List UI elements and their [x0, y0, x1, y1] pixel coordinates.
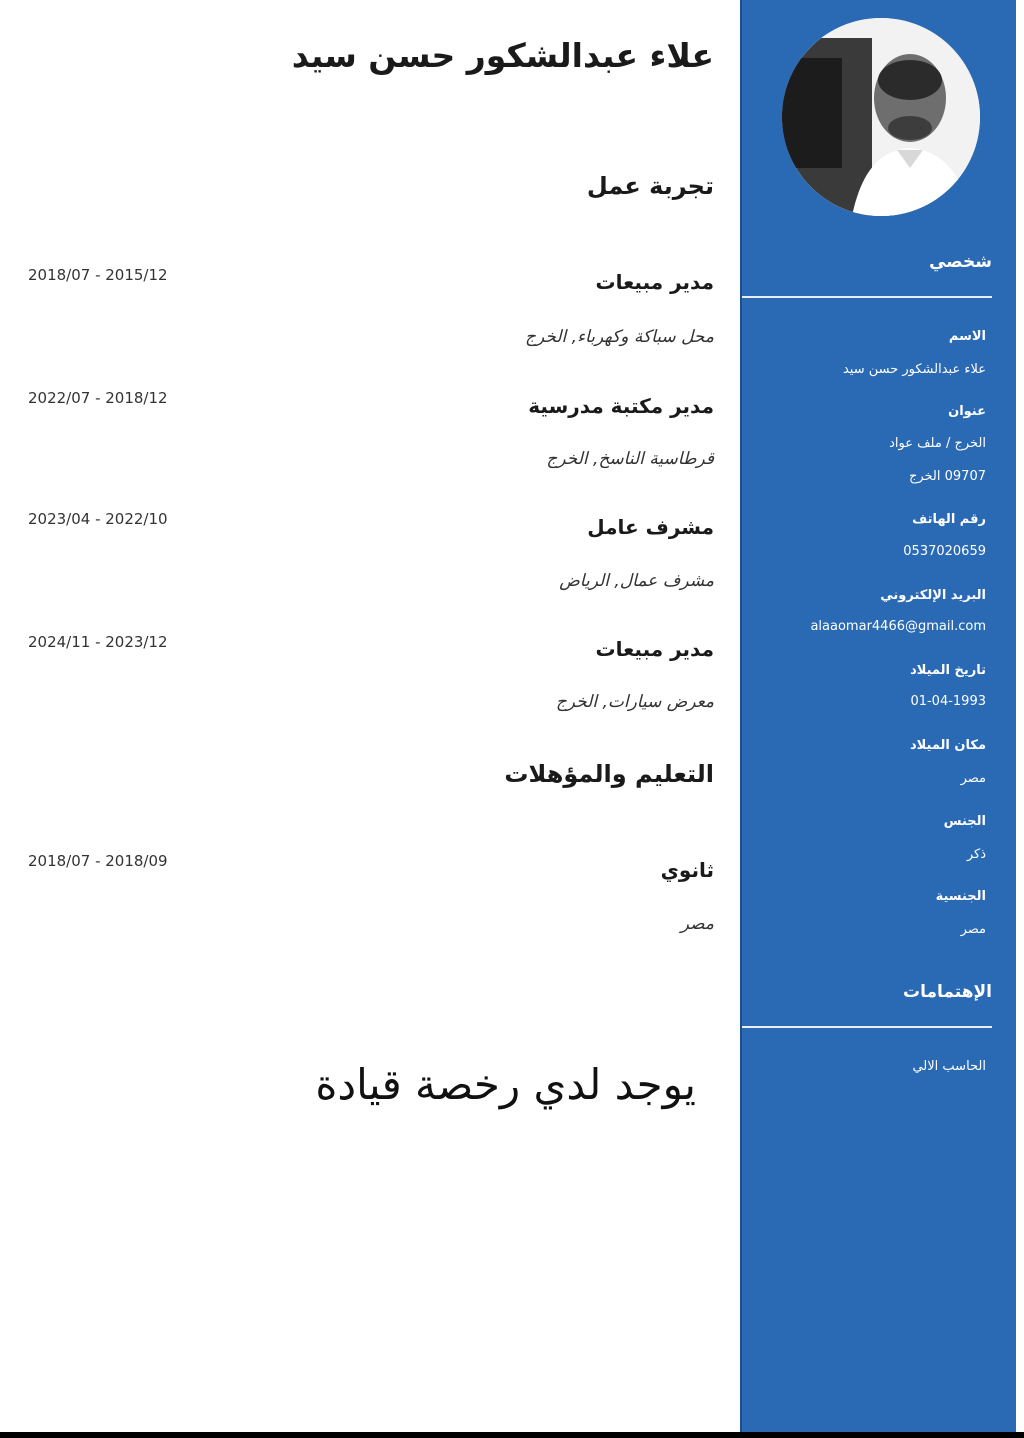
field-value-address-line2: 09707 الخرج	[908, 469, 986, 484]
field-value-nationality: مصر	[960, 922, 986, 937]
profile-photo	[782, 18, 980, 216]
field-value-address-line1: الخرج / ملف عواد	[889, 436, 986, 451]
job-dates: 2022/07 - 2018/12	[28, 389, 168, 407]
job-title: مشرف عامل	[587, 515, 714, 539]
field-value-email: alaaomar4466@gmail.com	[810, 619, 986, 634]
education-title: ثانوي	[660, 858, 714, 882]
job-place: محل سباكة وكهرباء, الخرج	[525, 327, 714, 347]
field-label-gender: الجنس	[943, 814, 986, 829]
personal-heading: شخصي	[929, 252, 992, 272]
job-title: مدير مكتبة مدرسية	[528, 394, 714, 418]
person-name-title: علاء عبدالشكور حسن سيد	[291, 36, 714, 75]
field-label-name: الاسم	[948, 329, 986, 344]
job-place: معرض سيارات, الخرج	[555, 692, 714, 712]
education-section-title: التعليم والمؤهلات	[504, 760, 714, 788]
field-label-email: البريد الإلكتروني	[880, 588, 986, 603]
field-value-name: علاء عبدالشكور حسن سيد	[842, 362, 986, 377]
field-label-birthplace: مكان الميلاد	[909, 738, 986, 753]
field-label-nationality: الجنسية	[935, 889, 986, 904]
field-label-address: عنوان	[948, 404, 986, 419]
interests-divider	[742, 1026, 992, 1028]
bottom-edge	[0, 1432, 1024, 1438]
education-place: مصر	[680, 914, 714, 934]
driving-license-note: يوجد لدي رخصة قيادة	[315, 1060, 696, 1109]
personal-sidebar	[740, 0, 1016, 1432]
field-value-gender: ذكر	[966, 847, 986, 862]
interest-item: الحاسب الالي	[912, 1059, 986, 1074]
field-value-phone: 0537020659	[903, 544, 986, 559]
job-dates: 2024/11 - 2023/12	[28, 633, 168, 651]
field-label-birthdate: تاريخ الميلاد	[910, 663, 986, 678]
experience-section-title: تجربة عمل	[586, 172, 714, 200]
interests-heading: الإهتمامات	[903, 982, 992, 1002]
education-dates: 2018/07 - 2018/09	[28, 852, 168, 870]
personal-divider	[742, 296, 992, 298]
field-label-phone: رقم الهاتف	[912, 512, 986, 527]
job-dates: 2018/07 - 2015/12	[28, 266, 168, 284]
field-value-birthdate: 01-04-1993	[910, 694, 986, 709]
job-place: قرطاسية الناسخ, الخرج	[546, 449, 714, 469]
job-title: مدير مبيعات	[595, 270, 714, 294]
field-value-birthplace: مصر	[960, 771, 986, 786]
job-dates: 2023/04 - 2022/10	[28, 510, 168, 528]
profile-photo-image	[782, 18, 980, 216]
job-title: مدير مبيعات	[595, 637, 714, 661]
job-place: مشرف عمال, الرياض	[559, 571, 714, 591]
